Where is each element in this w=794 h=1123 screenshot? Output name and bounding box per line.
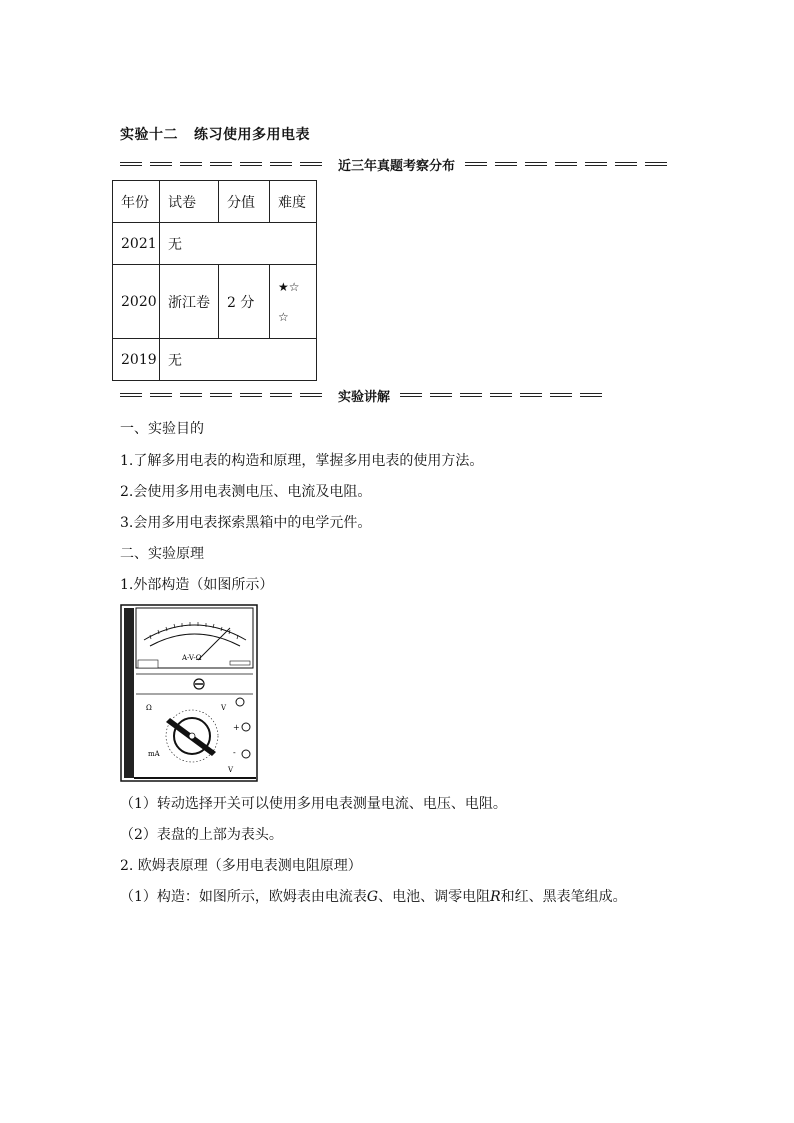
cell-year: 2019 <box>113 339 160 381</box>
v-label: V <box>228 766 234 774</box>
difficulty-stars-line1: ★☆ <box>278 279 300 294</box>
ohm-symbol: Ω <box>146 704 152 712</box>
cell-paper: 无 <box>160 339 317 381</box>
text-span: 、电池、调零电阻 <box>378 889 491 905</box>
paragraph-purpose-2: 2.会使用多用电表测电压、电流及电阻。 <box>120 484 372 500</box>
ma-label: mA <box>148 750 160 758</box>
header-year: 年份 <box>113 181 160 223</box>
exam-distribution-table <box>112 180 317 381</box>
section-divider-explain <box>120 386 610 404</box>
paragraph-dial: （2）表盘的上部为表头。 <box>120 827 283 843</box>
text-span: 和红、黑表笔组成。 <box>500 889 627 905</box>
negative-terminal <box>242 750 250 758</box>
minus-sign: - <box>233 748 236 757</box>
cell-paper: 无 <box>160 223 317 265</box>
title-part1: 实验十二 <box>120 127 178 143</box>
section-label-explain: 实验讲解 <box>338 389 391 405</box>
heading-principle: 二、实验原理 <box>120 546 204 562</box>
multimeter-figure <box>120 604 258 782</box>
section-divider-exam <box>120 155 675 173</box>
table-row <box>113 339 317 381</box>
paragraph-purpose-3: 3.会用多用电表探索黑箱中的电学元件。 <box>120 515 372 531</box>
table-row <box>113 223 317 265</box>
dial-label: A-V-Ω <box>182 654 202 662</box>
table-header-row <box>113 181 317 223</box>
difficulty-stars-line2: ☆ <box>278 309 289 324</box>
variable-r: R <box>490 889 501 905</box>
paragraph-structure: 1.外部构造（如图所示） <box>120 577 274 593</box>
plus-sign: + <box>233 723 240 732</box>
meter-side-shadow <box>124 608 134 778</box>
page-title <box>120 124 310 144</box>
cell-score: 2 分 <box>219 265 270 339</box>
cell-difficulty <box>270 265 317 339</box>
cell-year: 2021 <box>113 223 160 265</box>
paragraph-ohmmeter-principle: 2. 欧姆表原理（多用电表测电阻原理） <box>120 858 362 874</box>
header-difficulty: 难度 <box>270 181 317 223</box>
heading-purpose: 一、实验目的 <box>120 421 204 437</box>
cell-paper: 浙江卷 <box>160 265 219 339</box>
table-row <box>113 265 317 339</box>
volt-symbol: V <box>221 704 227 712</box>
header-score: 分值 <box>219 181 270 223</box>
positive-terminal <box>242 723 250 731</box>
paragraph-purpose-1: 1.了解多用电表的构造和原理，掌握多用电表的使用方法。 <box>120 453 484 469</box>
paragraph-ohmmeter-structure <box>120 886 627 906</box>
section-label-exam: 近三年真题考察分布 <box>338 158 456 174</box>
title-part2: 练习使用多用电表 <box>194 127 310 143</box>
paragraph-switch: （1）转动选择开关可以使用多用电表测量电流、电压、电阻。 <box>120 796 507 812</box>
text-span: （1）构造：如图所示，欧姆表由电流表 <box>120 889 367 905</box>
variable-g: G <box>366 889 379 905</box>
cell-year: 2020 <box>113 265 160 339</box>
terminal-top <box>236 698 244 706</box>
header-paper: 试卷 <box>160 181 219 223</box>
